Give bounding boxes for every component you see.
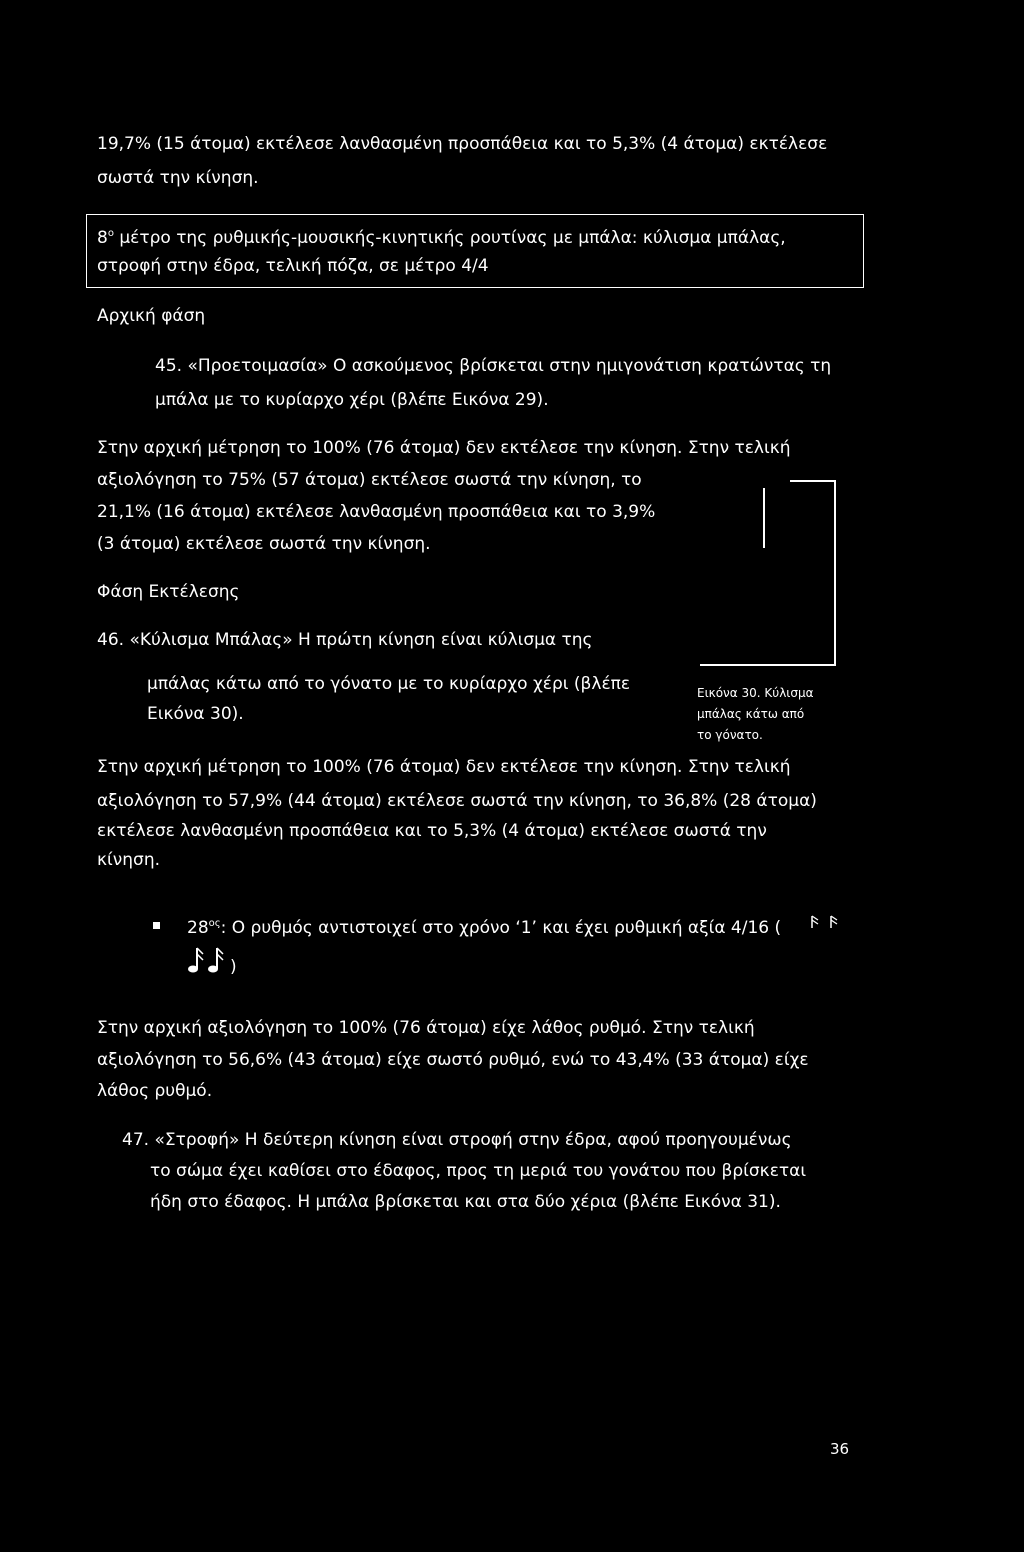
bullet-icon	[153, 922, 160, 929]
rhythm-result-line-2: αξιολόγηση το 56,6% (43 άτομα) είχε σωστό ρυθμό, ενώ το 43,4% (33 άτομα) είχε	[97, 1050, 809, 1070]
rhythm-result-line-3: λάθος ρυθμό.	[97, 1081, 213, 1101]
intro-line-1: 19,7% (15 άτομα) εκτέλεσε λανθασμένη προσπάθεια και το 5,3% (4 άτομα) εκτέλεσε	[97, 134, 828, 154]
boxed-heading-line-1: $8^o$ μέτρο της ρυθμικής-μουσικής-κινητικής ρουτίνας με μπάλα: κύλισμα μπάλας,	[97, 228, 786, 248]
result-46-line-3: εκτέλεσε λανθασμένη προσπάθεια και το 5,3% (4 άτομα) εκτέλεσε σωστά την	[97, 821, 767, 841]
rhythm-result-line-1: Στην αρχική αξιολόγηση το 100% (76 άτομα) είχε λάθος ρυθμό. Στην τελική	[97, 1018, 755, 1038]
result-46-line-1: Στην αρχική μέτρηση το 100% (76 άτομα) δεν εκτέλεσε την κίνηση. Στην τελική	[97, 757, 791, 777]
result-45-line-1: Στην αρχική μέτρηση το 100% (76 άτομα) δεν εκτέλεσε την κίνηση. Στην τελική	[97, 438, 791, 458]
item-47-line-1: 47. «Στροφή» Η δεύτερη κίνηση είναι στροφή στην έδρα, αφού προηγουμένως	[122, 1130, 792, 1150]
sixteenth-notes-icon	[808, 912, 844, 934]
result-45-line-3: 21,1% (16 άτομα) εκτέλεσε λανθασμένη προσπάθεια και το 3,9%	[97, 502, 656, 522]
result-46-line-4: κίνηση.	[97, 850, 160, 870]
rhythm-bullet-text: $28^{o\varsigma}$: Ο ρυθμός αντιστοιχεί στο χρόνο ‘1’ και έχει ρυθμική αξία 4/16 (	[187, 918, 782, 938]
dotted-notes-icon	[186, 944, 236, 976]
item-45-line-2: μπάλα με το κυρίαρχο χέρι (βλέπε Εικόνα 29).	[155, 390, 549, 410]
boxed-heading-line-2: στροφή στην έδρα, τελική πόζα, σε μέτρο 4/4	[97, 256, 489, 276]
result-45-line-2: αξιολόγηση το 75% (57 άτομα) εκτέλεσε σωστά την κίνηση, το	[97, 470, 642, 490]
intro-line-2: σωστά την κίνηση.	[97, 168, 259, 188]
item-47-line-3: ήδη στο έδαφος. Η μπάλα βρίσκεται και στα δύο χέρια (βλέπε Εικόνα 31).	[150, 1192, 781, 1212]
result-45-line-4: (3 άτομα) εκτέλεσε σωστά την κίνηση.	[97, 534, 431, 554]
page-number: 36	[830, 1440, 850, 1458]
rhythm-bullet-close: )	[230, 957, 237, 977]
figure-30-caption-line-3: το γόνατο.	[697, 728, 763, 742]
item-46-line-3: Εικόνα 30).	[147, 704, 244, 724]
figure-30-caption-line-1: Εικόνα 30. Κύλισμα	[697, 686, 814, 700]
initial-phase-label: Αρχική φάση	[97, 306, 206, 326]
item-46-line-2: μπάλας κάτω από το γόνατο με το κυρίαρχο χέρι (βλέπε	[147, 674, 631, 694]
item-45-line-1: 45. «Προετοιμασία» Ο ασκούμενος βρίσκεται στην ημιγονάτιση κρατώντας τη	[155, 356, 832, 376]
execution-phase-label: Φάση Εκτέλεσης	[97, 582, 240, 602]
item-47-line-2: το σώμα έχει καθίσει στο έδαφος, προς τη μεριά του γονάτου που βρίσκεται	[150, 1161, 807, 1181]
result-46-line-2: αξιολόγηση το 57,9% (44 άτομα) εκτέλεσε σωστά την κίνηση, το 36,8% (28 άτομα)	[97, 791, 817, 811]
figure-30-caption-line-2: μπάλας κάτω από	[697, 707, 805, 721]
item-46-line-1: 46. «Κύλισμα Μπάλας» Η πρώτη κίνηση είναι κύλισμα της	[97, 630, 593, 650]
